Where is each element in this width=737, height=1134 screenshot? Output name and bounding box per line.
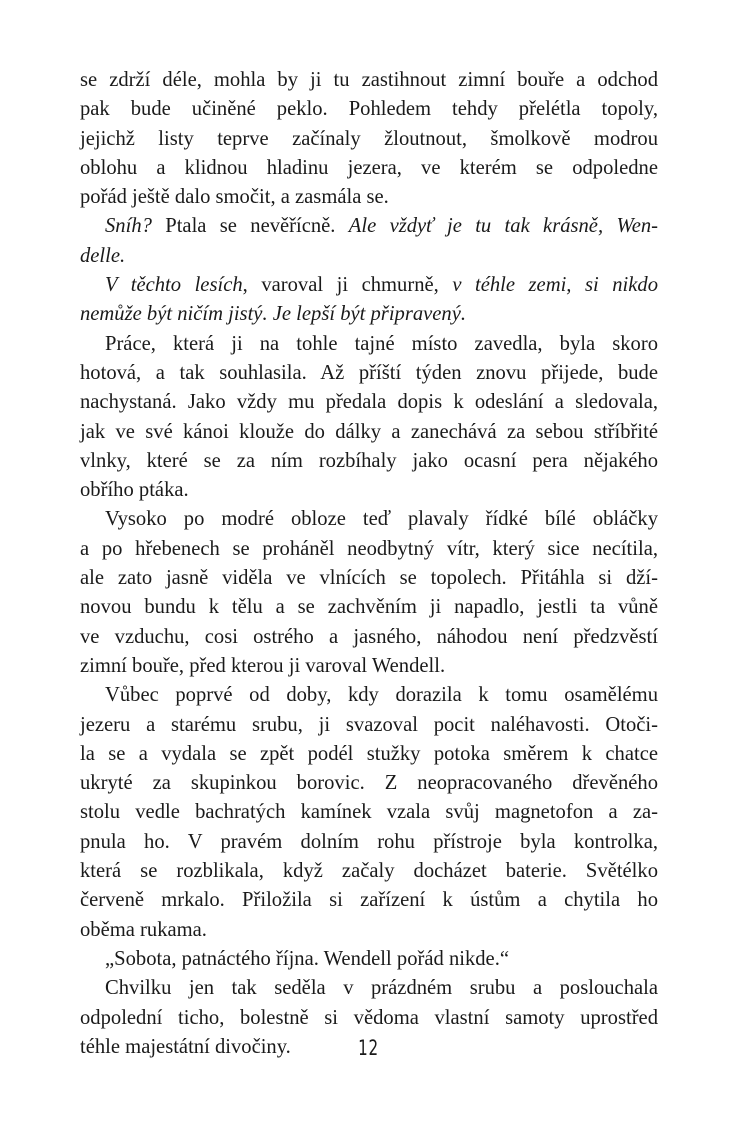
text-line: [80, 711, 658, 740]
text-run: Chvilku jen tak seděla v prázdném srubu a poslouchala: [105, 977, 658, 1000]
text-line: [80, 1004, 658, 1033]
text-run: pak bude učiněné peklo. Pohledem tehdy přelétla topoly,: [80, 98, 658, 121]
text-line: [80, 388, 658, 417]
text-run: se zdrží déle, mohla by ji tu zastihnout zimní bouře a odchod: [80, 69, 658, 91]
text-run: vlnky, které se za ním rozbíhaly jako ocasní pera nějakého: [80, 449, 658, 472]
text-line: [80, 125, 658, 154]
text-line: [80, 974, 658, 1003]
text-line: [80, 886, 658, 915]
text-run: Práce, která ji na tohle tajné místo zavedla, byla skoro: [105, 332, 658, 355]
text-line: [80, 183, 658, 212]
text-run: která se rozblikala, když začaly docházet baterie. Světélko: [80, 860, 658, 883]
text-line: [80, 359, 658, 388]
text-block: [80, 66, 658, 1062]
text-line: [80, 681, 658, 710]
italic-text: delle.: [80, 244, 126, 267]
text-run: , varoval ji chmurně,: [242, 274, 453, 297]
text-run: hotová, a tak souhlasila. Až příští týden znovu přijede, bude: [80, 361, 658, 384]
text-line: [80, 916, 658, 945]
paragraph: [80, 330, 658, 506]
text-line: [80, 447, 658, 476]
text-run: la se a vydala se zpět podél stužky potoka směrem k chatce: [80, 742, 658, 765]
italic-text: V těchto lesích: [105, 274, 243, 297]
text-line: [80, 623, 658, 652]
text-run: oblohu a klidnou hladinu jezera, ve kterém se odpoledne: [80, 156, 658, 179]
text-line: [80, 154, 658, 183]
page-number: 12: [358, 1036, 379, 1060]
text-line: [80, 769, 658, 798]
paragraph: [80, 66, 658, 212]
text-run: ukryté za skupinkou borovic. Z neopracovaného dřevěného: [80, 772, 658, 795]
text-run: a po hřebenech se proháněl neodbytný vítr, který sice necítila,: [80, 537, 658, 560]
italic-text: nemůže být ničím jistý. Je lepší být připravený.: [80, 303, 467, 326]
text-run: jak ve své kánoi klouže do dálky a zanechává za sebou stříbřité: [80, 420, 658, 443]
text-line: [80, 476, 658, 505]
text-line: [80, 242, 658, 271]
text-run: jezeru a starému srubu, ji svazoval pocit naléhavosti. Otoči-: [80, 713, 658, 736]
text-run: obřího ptáka.: [80, 479, 189, 502]
text-run: oběma rukama.: [80, 918, 207, 941]
text-line: [80, 505, 658, 534]
text-line: [80, 212, 658, 241]
paragraph: [80, 681, 658, 945]
text-run: odpolední ticho, bolestně si vědoma vlastní samoty uprostřed: [80, 1006, 658, 1029]
text-line: [80, 857, 658, 886]
text-line: [80, 798, 658, 827]
text-line: [80, 418, 658, 447]
italic-text: Sníh?: [105, 215, 152, 238]
text-line: [80, 330, 658, 359]
text-run: pořád ještě dalo smočit, a zasmála se.: [80, 186, 389, 209]
text-line: [80, 300, 658, 329]
text-run: novou bundu k tělu a se zachvěním ji napadlo, jestli ta vůně: [80, 596, 658, 619]
text-line: [80, 564, 658, 593]
text-run: „Sobota, patnáctého října. Wendell pořád nikde.“: [105, 947, 509, 970]
text-run: pnula ho. V pravém dolním rohu přístroje byla kontrolka,: [80, 830, 658, 853]
paragraph: [80, 945, 658, 974]
text-line: [80, 66, 658, 95]
text-run: nachystaná. Jako vždy mu předala dopis k odeslání a sledovala,: [80, 391, 658, 414]
paragraph: [80, 505, 658, 681]
text-run: ve vzduchu, cosi ostrého a jasného, náhodou není předzvěstí: [80, 625, 658, 648]
text-line: [80, 652, 658, 681]
page-body: [80, 66, 658, 1062]
text-run: Vůbec poprvé od doby, kdy dorazila k tomu osamělému: [105, 684, 658, 707]
text-line: [80, 740, 658, 769]
paragraph: [80, 271, 658, 330]
paragraph: [80, 212, 658, 271]
text-run: ale zato jasně viděla ve vlnících se topolech. Přitáhla si dží-: [80, 567, 658, 590]
italic-text: v téhle zemi, si nikdo: [452, 274, 658, 297]
text-line: [80, 271, 658, 300]
text-line: [80, 95, 658, 124]
text-line: [80, 535, 658, 564]
text-run: Ptala se nevěřícně.: [151, 215, 349, 238]
text-run: červeně mrkalo. Přiložila si zařízení k ústům a chytila ho: [80, 889, 658, 912]
text-line: [80, 828, 658, 857]
text-run: Vysoko po modré obloze teď plavaly řídké bílé obláčky: [105, 508, 658, 531]
text-run: zimní bouře, před kterou ji varoval Wendell.: [80, 654, 446, 677]
text-line: [80, 945, 658, 974]
italic-text: Ale vždyť je tu tak krásně, Wen-: [348, 215, 658, 238]
text-line: [80, 593, 658, 622]
text-run: jejichž listy teprve začínaly žloutnout, šmolkově modrou: [80, 127, 658, 150]
text-run: stolu vedle bachratých kamínek vzala svůj magnetofon a za-: [80, 801, 658, 824]
text-run: téhle majestátní divočiny.: [80, 1035, 291, 1058]
